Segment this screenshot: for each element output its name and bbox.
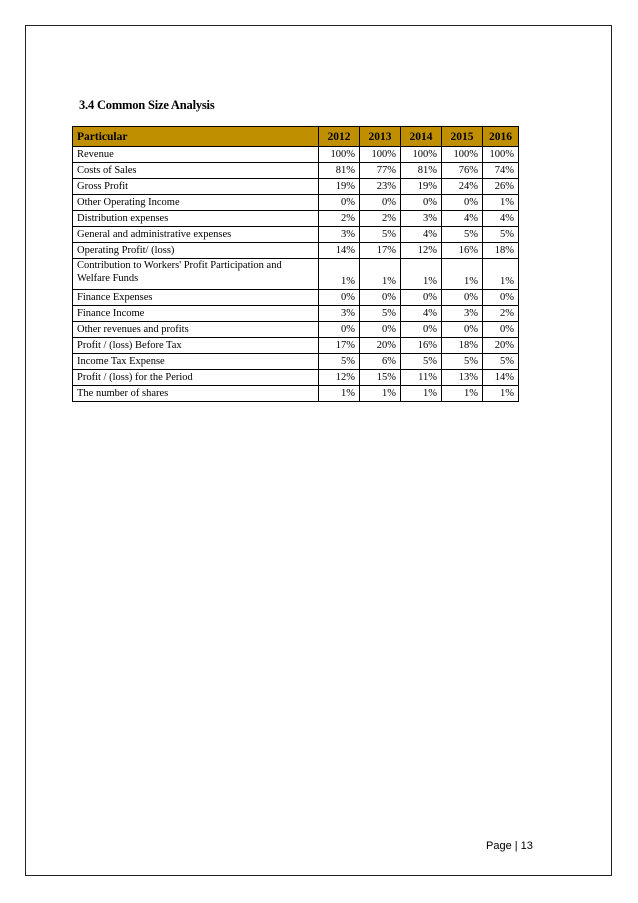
row-value: 13% [442, 370, 483, 386]
row-value: 20% [483, 338, 519, 354]
row-value: 26% [483, 179, 519, 195]
row-value: 11% [401, 370, 442, 386]
row-value: 2% [360, 211, 401, 227]
header-year: 2016 [483, 127, 519, 147]
row-value: 17% [319, 338, 360, 354]
table-header-row [73, 127, 519, 147]
header-year: 2013 [360, 127, 401, 147]
row-value: 18% [483, 243, 519, 259]
row-value: 0% [360, 322, 401, 338]
row-value: 100% [442, 147, 483, 163]
row-value: 2% [483, 306, 519, 322]
common-size-table [72, 126, 519, 402]
row-value: 3% [442, 306, 483, 322]
row-value: 14% [483, 370, 519, 386]
row-value: 3% [319, 306, 360, 322]
row-label: Finance Income [73, 306, 319, 322]
row-label: Income Tax Expense [73, 354, 319, 370]
row-value: 2% [319, 211, 360, 227]
table-row [73, 386, 519, 402]
row-value: 74% [483, 163, 519, 179]
table-row [73, 147, 519, 163]
row-value: 1% [319, 259, 360, 290]
row-value: 1% [401, 386, 442, 402]
table-row [73, 322, 519, 338]
row-value: 1% [401, 259, 442, 290]
row-value: 20% [360, 338, 401, 354]
row-value: 76% [442, 163, 483, 179]
row-label: Profit / (loss) for the Period [73, 370, 319, 386]
row-value: 4% [442, 211, 483, 227]
table-row [73, 290, 519, 306]
row-value: 100% [319, 147, 360, 163]
row-value: 1% [360, 259, 401, 290]
table-row [73, 354, 519, 370]
row-value: 0% [319, 322, 360, 338]
row-value: 23% [360, 179, 401, 195]
row-value: 3% [401, 211, 442, 227]
row-value: 4% [401, 306, 442, 322]
row-value: 5% [483, 227, 519, 243]
row-value: 0% [442, 195, 483, 211]
row-label: Contribution to Workers' Profit Participation and Welfare Funds [73, 259, 319, 290]
table-row [73, 243, 519, 259]
table-row [73, 259, 519, 290]
table-row [73, 163, 519, 179]
row-value: 77% [360, 163, 401, 179]
row-value: 5% [319, 354, 360, 370]
row-value: 1% [319, 386, 360, 402]
row-value: 100% [360, 147, 401, 163]
table-row [73, 227, 519, 243]
row-value: 0% [401, 195, 442, 211]
row-value: 0% [360, 195, 401, 211]
row-value: 100% [483, 147, 519, 163]
row-value: 24% [442, 179, 483, 195]
row-value: 6% [360, 354, 401, 370]
header-year: 2012 [319, 127, 360, 147]
row-value: 4% [483, 211, 519, 227]
row-value: 1% [442, 259, 483, 290]
page-number: Page | 13 [486, 840, 533, 852]
table-row [73, 306, 519, 322]
row-value: 16% [401, 338, 442, 354]
table-row [73, 211, 519, 227]
row-value: 5% [360, 227, 401, 243]
table-row [73, 195, 519, 211]
row-label: General and administrative expenses [73, 227, 319, 243]
header-particular: Particular [73, 127, 319, 147]
row-value: 81% [401, 163, 442, 179]
row-value: 81% [319, 163, 360, 179]
row-value: 4% [401, 227, 442, 243]
row-label: Revenue [73, 147, 319, 163]
header-year: 2015 [442, 127, 483, 147]
row-label: Costs of Sales [73, 163, 319, 179]
row-value: 12% [319, 370, 360, 386]
table-row [73, 179, 519, 195]
row-value: 100% [401, 147, 442, 163]
table-row [73, 338, 519, 354]
row-value: 19% [319, 179, 360, 195]
row-value: 0% [483, 290, 519, 306]
row-value: 5% [401, 354, 442, 370]
row-value: 0% [360, 290, 401, 306]
section-title: 3.4 Common Size Analysis [79, 98, 215, 112]
row-value: 19% [401, 179, 442, 195]
row-value: 12% [401, 243, 442, 259]
row-value: 5% [360, 306, 401, 322]
row-label: Gross Profit [73, 179, 319, 195]
row-value: 5% [483, 354, 519, 370]
row-value: 15% [360, 370, 401, 386]
row-value: 5% [442, 354, 483, 370]
row-label: Distribution expenses [73, 211, 319, 227]
row-value: 0% [401, 290, 442, 306]
row-value: 1% [442, 386, 483, 402]
row-value: 0% [319, 290, 360, 306]
row-label: Finance Expenses [73, 290, 319, 306]
row-value: 0% [442, 322, 483, 338]
row-value: 1% [483, 386, 519, 402]
row-value: 0% [442, 290, 483, 306]
row-value: 1% [483, 259, 519, 290]
row-value: 17% [360, 243, 401, 259]
row-label: The number of shares [73, 386, 319, 402]
table-row [73, 370, 519, 386]
row-value: 0% [319, 195, 360, 211]
row-label: Other revenues and profits [73, 322, 319, 338]
row-value: 14% [319, 243, 360, 259]
row-label: Profit / (loss) Before Tax [73, 338, 319, 354]
row-value: 16% [442, 243, 483, 259]
row-value: 0% [483, 322, 519, 338]
header-year: 2014 [401, 127, 442, 147]
row-value: 1% [360, 386, 401, 402]
row-value: 5% [442, 227, 483, 243]
row-value: 3% [319, 227, 360, 243]
row-value: 0% [401, 322, 442, 338]
row-label: Operating Profit/ (loss) [73, 243, 319, 259]
row-value: 1% [483, 195, 519, 211]
row-value: 18% [442, 338, 483, 354]
row-label: Other Operating Income [73, 195, 319, 211]
